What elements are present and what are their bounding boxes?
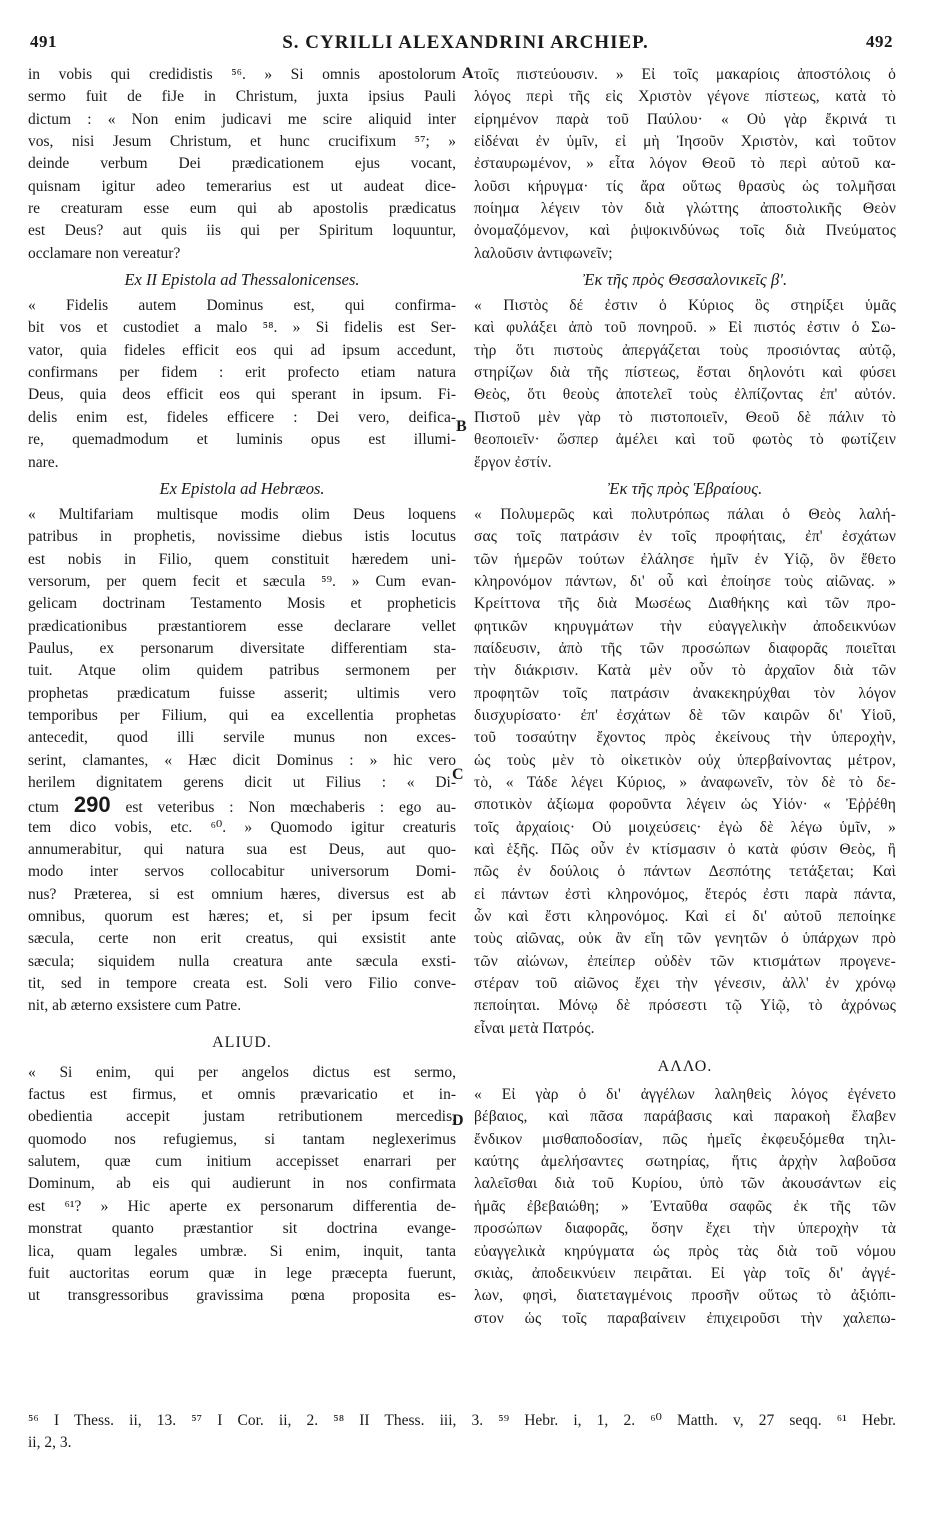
text-line: prædicationibus præstantiorem esse declarare vellet	[28, 617, 456, 635]
text-line: φητικῶν κηρυγμάτων τὴν εὐαγγελικὴν ἀποδεικνύων	[474, 617, 896, 635]
text-line: modo inter servos collocabitur universorum Domi-	[28, 863, 456, 881]
text-line: τὴρ ὅτι πιστοὺς ἀπεργάζεται τοὺς προσιόντας αὐτῷ,	[474, 341, 896, 359]
text-line: est ⁶¹? » Hic aperte ex personarum differentia de-	[28, 1197, 456, 1215]
text-line: εὐαγγελικὰ κηρύγματα ὡς πρὸς τὰς διὰ τοῦ νόμου	[474, 1242, 896, 1260]
text-line: annumerabitur, qui natura sua est Deus, aut quo-	[28, 841, 456, 858]
footnote-line: ⁵⁶ I Thess. ii, 13. ⁵⁷ I Cor. ii, 2. ⁵⁸ II Thess. iii, 3. ⁵⁹ Hebr. i, 1, 2. ⁶⁰ Matth. v, 27 seqq. ⁶¹ Hebr.	[28, 1412, 896, 1429]
text-line: nit, ab æterno exsistere cum Patre.	[28, 997, 242, 1015]
section-heading: Ἐκ τῆς πρὸς Θεσσαλονικεῖς β'.	[582, 270, 788, 290]
text-line: εἰρημένον παρὰ τοῦ Παύλου· « Οὐ γὰρ ἔκρινά τι	[474, 110, 896, 128]
text-line: λοῦσι κήρυγμα· τίς ἄρα οὕτως θρασὺς ὡς τολμῆσαι	[474, 177, 896, 195]
text-line: dictum : « Non enim judicavi me scire aliquid inter	[28, 110, 456, 128]
text-line: monstrat quanto præstantior sit doctrina evange-	[28, 1220, 456, 1238]
text-line: στον ὡς τοῖς παραβαίνειν ἐπιχειροῦσι τὴν χαλεπω-	[474, 1309, 896, 1327]
text-line: tem dico vobis, etc. ⁶⁰. » Quomodo igitur creaturis	[28, 818, 456, 836]
text-line: Dominum, ab eis qui audierunt in nos confirmata	[28, 1175, 456, 1193]
text-line: καὶ ἑξῆς. Πῶς οὖν ἐν κτίσμασιν ὁ κατὰ φύσιν Θεὸς, ἢ	[474, 841, 896, 858]
column-number: 290	[73, 792, 111, 818]
text-fragment: ctum	[28, 799, 59, 817]
latin-paragraph-4	[28, 1062, 456, 1308]
text-line: Deus, quia deos efficit eos qui sperant in ipsum. Fi-	[28, 386, 456, 404]
text-line: lica, quam legales umbræ. Si enim, inquit, tanta	[28, 1242, 456, 1260]
text-line: tit, sed in tempore creata est. Soli vero Filio conve-	[28, 975, 456, 993]
text-line: vator, quia fideles efficit eos qui ad ipsum accedunt,	[28, 341, 456, 359]
section-heading: Ex II Epistola ad Thessalonicenses.	[124, 270, 360, 290]
text-line: σκιὰς, ἀποδεικνύειν πειρᾶται. Εἰ γὰρ τοῖς δι' ἀγγέ-	[474, 1264, 896, 1282]
latin-paragraph-3	[28, 504, 456, 1018]
text-line: confirmans per fidem : erit profecto etiam natura	[28, 364, 456, 382]
text-line: herilem dignitatem gerens dicit ut Filius : « Di-	[28, 773, 456, 791]
latin-paragraph-1	[28, 64, 456, 265]
text-line: προσώπων διαφορᾶς, ὅσην ἔχει τὴν ὑπεροχὴν τὰ	[474, 1220, 896, 1238]
greek-paragraph-3	[474, 504, 896, 1040]
page-number-right: 492	[866, 32, 893, 51]
page-number-left: 491	[30, 32, 57, 51]
margin-marker-a: A	[462, 65, 474, 82]
text-fragment: est veteribus : Non mœchaberis : ego au-	[125, 799, 456, 817]
text-line: τῶν αἰώνων, ἐπείπερ οὐδὲν τῶν κτισμάτων προγενε-	[474, 952, 896, 970]
text-line: ἐσταυρωμένον, » εἶτα λόγον Θεοῦ τὸ περὶ αὐτοῦ κα-	[474, 155, 896, 173]
margin-marker-b: B	[456, 418, 467, 435]
text-line: in vobis qui credidistis ⁵⁶. » Si omnis apostolorum	[28, 66, 456, 83]
text-line: βέβαιος, καὶ πᾶσα παράβασις καὶ παρακοὴ ἔλαβεν	[474, 1108, 896, 1126]
text-line: sæcula, certe non erit creatus, qui exsistit ante	[28, 930, 456, 948]
text-line: τῶν ἡμερῶν τούτων ἐλάλησε ἡμῖν ἐν Υἱῷ, ὃν ἔθετο	[474, 550, 896, 568]
text-line: ὧν καὶ ἔστι κληρονόμος. Καὶ εἰ δι' αὐτοῦ πεποίηκε	[474, 908, 896, 926]
margin-marker-d: D	[452, 1112, 464, 1129]
text-line: σποτικὸν ἀξίωμα φοροῦντα λέγειν ὡς Υἱόν· « Ἐῤῥέθη	[474, 796, 896, 814]
text-line: « Si enim, qui per angelos dictus est sermo,	[28, 1063, 456, 1081]
text-line: στέραν τοῦ αἰῶνος ἔχει τὴν γένεσιν, ἀλλ' ἐν χρόνῳ	[474, 975, 896, 993]
text-line: re creaturam esse eum qui ab apostolis prædicatus	[28, 200, 456, 218]
text-line: λόγος περὶ τῆς εἰς Χριστὸν γέγονε πίστεως, κατὰ τὸ	[474, 88, 896, 106]
greek-paragraph-1	[474, 64, 896, 265]
text-line: στηρίζων διὰ τῆς πίστεως, ἔσται δηλονότι καὶ φύσει	[474, 364, 896, 382]
text-line: temporibus per Filium, qui ea excellentia prophetas	[28, 706, 456, 724]
text-line: « Πιστὸς δέ ἐστιν ὁ Κύριος ὃς στηρίξει ὑμᾶς	[474, 297, 896, 315]
text-line: Κρείττονα τῆς διὰ Μωσέως Διαθήκης καὶ τῶν προ-	[474, 595, 896, 613]
text-line: κληρονόμον πάντων, δι' οὗ καὶ ἐποίησε τοὺς αἰῶνας. »	[474, 572, 896, 590]
text-line: λαλεῖσθαι διὰ τοῦ Κυρίου, ὑπὸ τῶν ἀκουσάντων εἰς	[474, 1175, 896, 1193]
text-line: patribus in prophetis, novissime diebus istis locutus	[28, 528, 456, 546]
text-line: est nobis in Filio, quem constituit hæredem uni-	[28, 550, 456, 568]
text-line: vos, nisi Jesum Christum, et hunc crucifixum ⁵⁷; »	[28, 133, 456, 151]
greek-paragraph-2	[474, 295, 896, 474]
running-title: S. CYRILLI ALEXANDRINI ARCHIEP.	[282, 32, 649, 53]
text-line: λαλοῦσιν ἀντιφωνεῖν;	[474, 244, 613, 262]
footnotes	[28, 1410, 896, 1454]
text-line: καύτης ἀμελήσαντες σωτηρίας, ἥτις ἀρχὴν λαβοῦσα	[474, 1153, 896, 1171]
text-line: serint, clamantes, « Hæc dicit Dominus : » hic vero	[28, 751, 456, 769]
text-line: τοῖς πιστεύουσιν. » Εἰ τοῖς μακαρίοις ἀποστόλοις ὁ	[474, 66, 896, 83]
text-line: deinde verbum Dei prædicationem ejus vocant,	[28, 155, 456, 173]
text-line: εἰ πάντων ἐστὶ κληρονόμος, ἕτερός ἐστι παρὰ πάντα,	[474, 885, 896, 903]
greek-column	[474, 64, 896, 1330]
section-heading: Ἐκ τῆς πρὸς Ἑβραίους.	[607, 478, 763, 498]
text-line: προφητῶν τοῖς πατράσιν ἀνακεκηρύχθαι τὸν λόγον	[474, 684, 896, 702]
text-line: Θεὸς, ὅτι θεοὺς ἀποτελεῖ τοὺς ἐλπίζοντας ἐπ' αὐτόν.	[474, 386, 896, 404]
text-line: ὡς τοὺς μὲν τὸ οἰκετικὸν οὐχ ὑπερβαίνοντας μέτρον,	[474, 751, 896, 769]
latin-column	[28, 64, 456, 1308]
text-line: nus? Præterea, si est omnium hæres, diversus est ab	[28, 885, 456, 903]
text-line: εἰδέναι ἐν ὑμῖν, εἰ μὴ Ἰησοῦν Χριστὸν, καὶ τοῦτον	[474, 133, 896, 151]
text-line: ut transgressoribus gravissima pœna proposita es-	[28, 1287, 456, 1305]
text-line: Paulus, ex personarum diversitate differentiam sta-	[28, 639, 456, 657]
text-line: καὶ φυλάξει ἀπὸ τοῦ πονηροῦ. » Εἰ πιστός ἐστιν ὁ Σω-	[474, 319, 896, 337]
text-line: τὴν διάκρισιν. Κατὰ μὲν οὖν τὸ ἀρχαῖον διὰ τῶν	[474, 662, 896, 680]
text-line: obedientia accepit justam retributionem mercedis,	[28, 1108, 456, 1126]
text-line: Πιστοῦ μὲν γὰρ τὸ πιστοποιεῖν, Θεοῦ δὲ πάλιν τὸ	[474, 408, 896, 426]
text-line: « Πολυμερῶς καὶ πολυτρόπως πάλαι ὁ Θεὸς λαλή-	[474, 505, 896, 523]
section-heading: ΑΛΛΟ.	[657, 1058, 713, 1076]
text-line: nare.	[28, 453, 59, 471]
text-line: quisnam igitur adeo temerarius est ut audeat dice-	[28, 177, 456, 195]
text-line: prophetas prædicatum fuisse asserit; ultimis vero	[28, 684, 456, 702]
section-heading: Ex Epistola ad Hebræos.	[159, 478, 325, 498]
text-line-with-column-number	[28, 794, 456, 816]
text-line: tuit. Atque olim quidem patribus sermonem per	[28, 662, 456, 680]
text-line: gelicam doctrinam Testamento Mosis et propheticis	[28, 595, 456, 613]
text-line: θεοποιεῖν· ὥσπερ ἀμέλει καὶ τοῦ φωτὸς τὸ φωτίζειν	[474, 431, 896, 449]
text-line: ἔργον ἐστίν.	[474, 453, 552, 471]
footnote-line: ii, 2, 3.	[28, 1434, 72, 1451]
text-line: σας τοῖς πατράσιν ἐν τοῖς προφήταις, ἐπ' ἐσχάτων	[474, 528, 896, 546]
text-line: delis enim est, fideles efficere : Dei vero, deifica-	[28, 408, 456, 426]
text-line: « Fidelis autem Dominus est, qui confirma-	[28, 297, 456, 315]
section-heading: ALIUD.	[212, 1033, 272, 1051]
text-line: λων, φησὶ, διατεταγμένοις προσῆν οὕτως τὸ ἀξιόπι-	[474, 1287, 896, 1305]
text-line: sermo fuit de fiJe in Christum, juxta ipsius Pauli	[28, 88, 456, 106]
margin-marker-c: C	[452, 766, 464, 783]
text-line: τοῖς ἀρχαίοις· Οὐ μοιχεύσεις· ἐγὼ δὲ λέγω ὑμῖν, »	[474, 818, 896, 836]
text-line: « Multifariam multisque modis olim Deus loquens	[28, 505, 456, 523]
text-line: ἡμᾶς ἐβεβαιώθη; » Ἐνταῦθα σαφῶς ἐκ τῆς τῶν	[474, 1197, 896, 1215]
text-line: παίδευσιν, ἀπὸ τῆς τῶν προσώπων διαφορᾶς ποιεῖται	[474, 639, 896, 657]
text-line: factus est firmus, et omnis prævaricatio et in-	[28, 1086, 456, 1104]
text-line: versorum, per quem fecit et sæcula ⁵⁹. » Cum evan-	[28, 572, 456, 590]
text-line: διισχυρίσατο· ἐπ' ἐσχάτων δὲ τῶν καιρῶν δι' Υἱοῦ,	[474, 706, 896, 724]
text-line: occlamare non vereatur?	[28, 244, 181, 262]
text-line: τοὺς αἰῶνας, οὐκ ἂν εἴη τῶν γενητῶν ὁ ὑπάρχων πρὸ	[474, 930, 896, 948]
text-line: antecedit, quod illi servile munus non exces-	[28, 729, 456, 747]
text-line: fuit auctoritas eorum quæ in lege præcepta fuerunt,	[28, 1264, 456, 1282]
text-line: ἔνδικον μισθαποδοσίαν, πῶς ἡμεῖς ἐκφευξόμεθα τηλι-	[474, 1130, 896, 1148]
text-line: πῶς ἐν δούλοις ὁ πάντων Δεσπότης τετάξεται; Καὶ	[474, 863, 896, 881]
text-line: omnibus, quorum est hæres; et, si per ipsum fecit	[28, 908, 456, 926]
text-line: re, quemadmodum et luminis opus est illumi-	[28, 431, 456, 449]
text-line: quomodo nos refugiemus, si tantam neglexerimus	[28, 1130, 456, 1148]
text-line: τὸ, « Τάδε λέγει Κύριος, » ἀναφωνεῖν, τὸν δὲ τὸ δε-	[474, 773, 896, 791]
text-line: ποίημα λέγειν τὸν διὰ γλώττης ἀποστολικῆς Θεὸν	[474, 200, 896, 218]
text-line: est Deus? aut quis iis qui per Spiritum loquuntur,	[28, 222, 456, 240]
text-line: bit vos et custodiet a malo ⁵⁸. » Si fidelis est Ser-	[28, 319, 456, 337]
text-line: εἶναι μετὰ Πατρός.	[474, 1019, 595, 1037]
text-line: τοῦ τοσαύτην ἔχοντος πρὸς ἐκείνους τὴν ὑπεροχὴν,	[474, 729, 896, 747]
text-line: salutem, quæ cum initium accepisset enarrari per	[28, 1153, 456, 1171]
text-line: ὀνομαζόμενον, καὶ ῥιψοκινδύνως τοῖς διὰ Πνεύματος	[474, 222, 896, 240]
greek-paragraph-4	[474, 1084, 896, 1330]
text-line: πεποίηται. Μόνῳ δὲ πρόσεστι τῷ Υἱῷ, τὸ ἀχρόνως	[474, 997, 896, 1015]
latin-paragraph-2	[28, 295, 456, 474]
text-line: « Εἰ γὰρ ὁ δι' ἀγγέλων λαληθεὶς λόγος ἐγένετο	[474, 1086, 896, 1104]
text-line: sæcula; siquidem nulla creatura ante sæcula exsti-	[28, 952, 456, 970]
